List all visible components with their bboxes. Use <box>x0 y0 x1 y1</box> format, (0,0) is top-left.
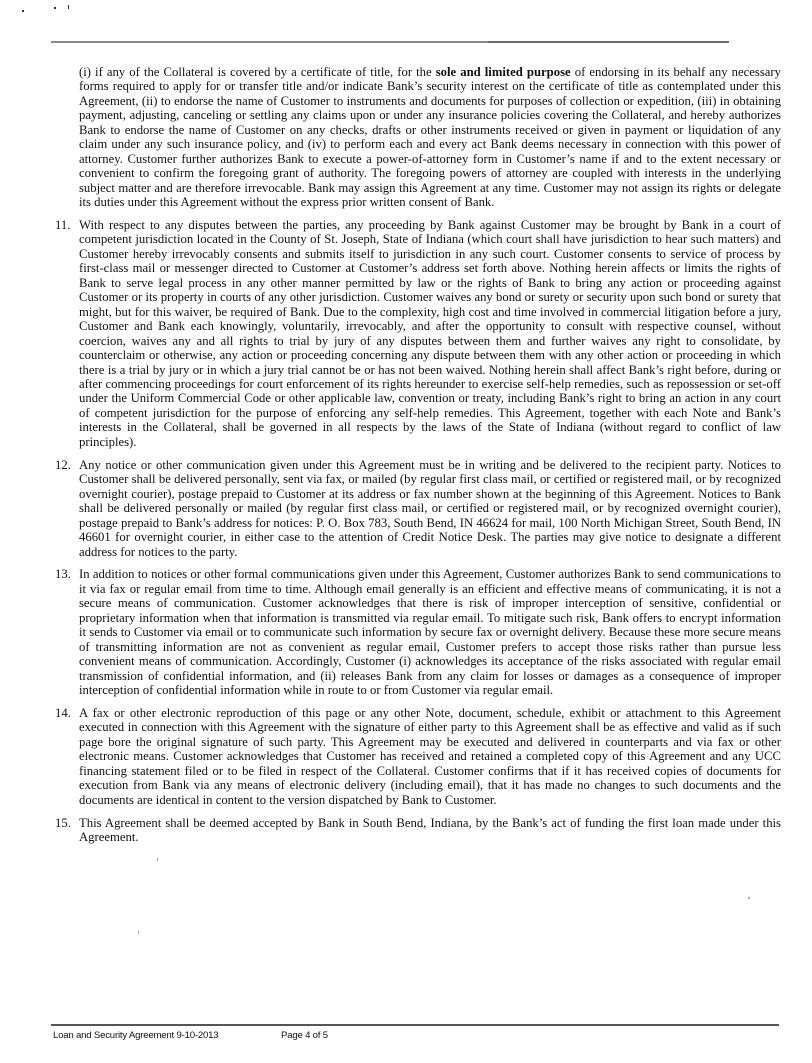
lead-bold-text: sole and limited purpose <box>435 65 571 79</box>
section-12 <box>55 458 781 559</box>
scan-speck <box>138 931 139 934</box>
section-text: This Agreement shall be deemed accepted by Bank in South Bend, Indiana, by the Bank’s act of funding the first loan made under this Agreement. <box>79 815 781 845</box>
footer-document-title: Loan and Security Agreement 9-10-2013 <box>53 1030 219 1041</box>
scan-speck <box>54 7 56 9</box>
header-rule <box>488 41 729 43</box>
section-number: 11. <box>55 218 71 233</box>
header-rule <box>51 41 488 43</box>
section-14 <box>55 706 781 807</box>
scan-speck <box>748 897 750 899</box>
lead-text: (i) if any of the Collateral is covered by a certificate of title, for the <box>79 65 436 79</box>
document-body <box>55 65 781 845</box>
scan-speck <box>157 858 158 861</box>
section-number: 14. <box>55 706 71 721</box>
section-number: 13. <box>55 567 71 582</box>
section-13 <box>55 567 781 697</box>
footer-page-number: Page 4 of 5 <box>281 1030 328 1041</box>
scan-speck <box>22 10 24 12</box>
footer-rule <box>51 1024 779 1026</box>
section-text: Any notice or other communication given under this Agreement must be in writing and be delivered to the recipient party. Notices to Customer shall be delivered personally, sent via fax, or mailed (by regular first class mail, or certified or registered mail, or by recognized overnight courier), postage prepaid to Customer at its address or fax number shown at the beginning of this Agreement. Notices to Bank shall be delivered personally or mailed (by regular first class mail, or certified or registered mail, or by recognized overnight courier), postage prepaid to Bank’s address for notices: P. O. Box 783, South Bend, IN 46624 for mail, 100 North Michigan Street, South Bend, IN 46601 for overnight courier, in either case to the attention of Credit Notice Desk. The parties may give notice to designate a different address for notices to the party. <box>79 457 781 559</box>
section-number: 15. <box>55 815 71 830</box>
section-text: With respect to any disputes between the parties, any proceeding by Bank against Customer may be brought by Bank in a court of competent jurisdiction located in the County of St. Joseph, State of Indiana (which court shall have jurisdiction to hear such matters) and Customer hereby irrevocably consents and submits itself to jurisdiction in any such court. Customer consents to service of process by first-class mail or messenger directed to Customer at Customer’s address set forth above. Nothing herein affects or limits the rights of Bank to serve legal process in any other manner permitted by law or the rights of Bank to bring any action or proceeding against Customer or its property in courts of any other jurisdiction. Customer waives any bond or surety or security upon such bond or surety that might, but for this waiver, be required of Bank. Due to the complexity, high cost and time involved in commercial litigation before a jury, Customer and Bank each knowingly, voluntarily, irrevocably, and after the opportunity to consult with respective counsel, without coercion, waives any and all rights to trial by jury of any disputes between them and further waives any right to consolidate, by counterclaim or otherwise, any action or proceeding concerning any dispute between them with any other action or proceeding in which there is a trial by jury or in which a jury trial cannot be or has not been waived. Nothing herein shall affect Bank’s right before, during or after commencing proceedings for court enforcement of its rights hereunder to exercise self-help remedies, such as repossession or set-off under the Uniform Commercial Code or other applicable law, convention or treaty, including Bank’s right to bring an action in any court of competent jurisdiction for the purpose of enforcing any self-help remedies. This Agreement, together with each Note and Bank’s interests in the Collateral, shall be governed in all respects by the laws of the State of Indiana (without regard to conflict of law principles). <box>79 218 781 449</box>
scan-speck <box>68 5 69 9</box>
section-11 <box>55 218 781 449</box>
lead-paragraph <box>55 65 781 210</box>
section-text: A fax or other electronic reproduction of this page or any other Note, document, schedule, exhibit or attachment to this Agreement executed in connection with this Agreement with the signature of either party to this Agreement shall be as effective and valid as if such page bore the original signature of such party. This Agreement may be executed and delivered in counterparts and via fax or other electronic means. Customer acknowledges that Customer has received and retained a completed copy of this Agreement and any UCC financing statement filed or to be filed in respect of the Collateral. Customer confirms that if it has received copies of documents for execution from Bank via any means of electronic delivery (including email), that it has made no changes to such documents and the documents are identical in content to the version dispatched by Bank to Customer. <box>79 706 781 807</box>
section-text: In addition to notices or other formal communications given under this Agreement, Customer authorizes Bank to send communications to it via fax or regular email from time to time. Although email generally is an efficient and effective means of communicating, it is not a secure means of communication. Customer acknowledges that there is risk of improper interception of sensitive, confidential or proprietary information when that information is transmitted via regular email. To mitigate such risk, Bank offers to encrypt information it sends to Customer via email or to communicate such information by secure fax or overnight delivery. Because these more secure means of transmitting information are not as convenient as regular email, Customer prefers to accept those risks rather than pursue less convenient means of communication. Accordingly, Customer (i) acknowledges its acceptance of the risks associated with regular email transmission of confidential information, and (ii) releases Bank from any claim for losses or damages as a consequence of improper interception of confidential information while in route to or from Customer via regular email. <box>79 567 781 698</box>
section-number: 12. <box>55 457 71 472</box>
section-15 <box>55 816 781 845</box>
lead-text: of endorsing in its behalf any necessary forms required to apply for or transfer title and/or indicate Bank’s security interest on the certificate of title as contemplated under this Agreement, (ii) to endorse the name of Customer to instruments and documents for purposes of collection or expedition, (iii) in obtaining payment, adjusting, canceling or settling any claims upon or under any insurance policies covering the Collateral, and hereby authorizes Bank to endorse the name of Customer on any checks, drafts or other instruments received or given in payment or liquidation of any claim under any such insurance policy, and (iv) to perform each and every act Bank deems necessary in connection with this power of attorney. Customer further authorizes Bank to execute a power-of-attorney form in Customer’s name if and to the extent necessary or convenient to confirm the foregoing grant of authority. The foregoing powers of attorney are coupled with interests in the underlying subject matter and are therefore irrevocable. Bank may assign this Agreement at any time. Customer may not assign its rights or delegate its duties under this Agreement without the express prior written consent of Bank. <box>79 65 781 210</box>
